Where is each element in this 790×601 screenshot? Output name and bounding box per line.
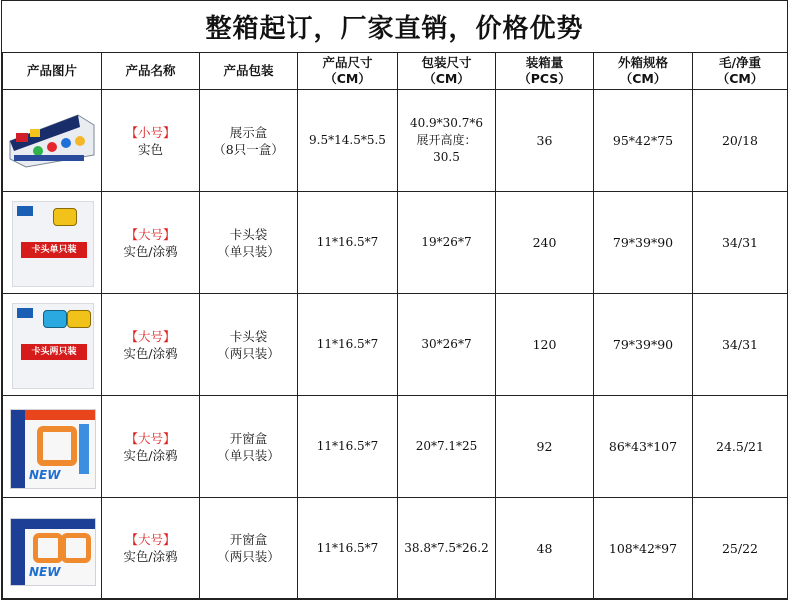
spec-sheet <box>1 0 788 600</box>
package-type: 展示盒 <box>229 124 268 140</box>
product-name-cell <box>102 294 200 396</box>
product-name: 实色 <box>137 141 163 157</box>
product-name: 实色/涂鸦 <box>123 549 178 564</box>
package-note: （8只一盒） <box>213 141 284 157</box>
carton-cell: 95*42*75 <box>594 90 693 192</box>
table-row <box>3 498 788 599</box>
pack-size-line: 40.9*30.7*6 <box>409 116 484 130</box>
product-name-cell <box>102 498 200 599</box>
package-note: （两只装） <box>217 549 280 564</box>
box-strip <box>79 424 89 474</box>
package-cell <box>200 498 298 599</box>
bag-label: 卡头两只装 <box>21 344 87 360</box>
track-icon <box>33 533 63 563</box>
header-label: 产品包装 <box>223 63 274 78</box>
header-unit: （CM） <box>423 71 470 86</box>
header-bag-image <box>6 199 98 287</box>
table-row <box>3 396 788 498</box>
package-cell <box>200 90 298 192</box>
header-label: 包装尺寸 <box>421 55 472 70</box>
qty-cell: 36 <box>496 90 594 192</box>
display-box-image <box>6 97 98 185</box>
header-row <box>3 53 788 90</box>
product-image-cell <box>3 90 102 192</box>
header-product-size <box>298 53 398 90</box>
header-label: 外箱规格 <box>617 55 668 70</box>
package-type: 开窗盒 <box>229 430 268 446</box>
window-box-image <box>6 403 98 491</box>
product-size-cell: 11*16.5*7 <box>298 294 398 396</box>
product-name: 实色/涂鸦 <box>123 345 178 361</box>
box-side <box>11 519 25 585</box>
qty-cell: 120 <box>496 294 594 396</box>
table-row <box>3 294 788 396</box>
package-note: （两只装） <box>217 345 280 361</box>
pack-size-cell: 30*26*7 <box>398 294 496 396</box>
product-size-cell: 11*16.5*7 <box>298 498 398 599</box>
product-size-cell: 11*16.5*7 <box>298 396 398 498</box>
box-band <box>25 410 95 420</box>
brand-logo <box>17 308 33 318</box>
header-label: 毛/净重 <box>718 55 762 70</box>
pack-size-cell <box>398 90 496 192</box>
product-name-cell <box>102 90 200 192</box>
header-image <box>3 53 102 90</box>
package-cell <box>200 294 298 396</box>
spec-table <box>2 52 788 599</box>
pack-size-cell: 19*26*7 <box>398 192 496 294</box>
product-image-cell <box>3 498 102 599</box>
size-tag: 【大号】 <box>125 328 176 344</box>
header-unit: （PCS） <box>518 71 571 86</box>
window-box-image <box>6 504 98 592</box>
display-box-icon <box>8 111 96 169</box>
header-unit: （CM） <box>324 71 371 86</box>
product-size-cell: 11*16.5*7 <box>298 192 398 294</box>
product-name: 实色/涂鸦 <box>123 447 178 463</box>
package-cell <box>200 396 298 498</box>
package-cell <box>200 192 298 294</box>
window-box-icon <box>10 409 96 489</box>
header-weight <box>693 53 788 90</box>
header-unit: （CM） <box>716 71 764 86</box>
product-name-cell <box>102 192 200 294</box>
table-row <box>3 90 788 192</box>
qty-cell: 48 <box>496 498 594 599</box>
toy-car-icon <box>53 208 77 226</box>
header-qty <box>496 53 594 90</box>
header-label: 产品名称 <box>125 63 176 78</box>
page-title: 整箱起订，厂家直销，价格优势 <box>2 1 787 53</box>
toy-car-icon <box>43 310 67 328</box>
box-band <box>25 519 95 529</box>
weight-cell: 20/18 <box>693 90 788 192</box>
size-tag: 【小号】 <box>125 124 176 140</box>
new-badge: NEW <box>29 565 61 579</box>
track-icon <box>37 426 77 466</box>
carton-cell: 108*42*97 <box>594 498 693 599</box>
product-name: 实色/涂鸦 <box>123 243 178 259</box>
package-note: （单只装） <box>217 243 280 259</box>
header-name <box>102 53 200 90</box>
header-carton <box>594 53 693 90</box>
size-tag: 【大号】 <box>125 430 176 446</box>
package-note: （单只装） <box>217 447 280 463</box>
size-tag: 【大号】 <box>125 532 176 547</box>
weight-cell: 24.5/21 <box>693 396 788 498</box>
header-label: 产品尺寸 <box>322 55 373 70</box>
window-box-icon <box>10 518 96 586</box>
product-size-cell: 9.5*14.5*5.5 <box>298 90 398 192</box>
header-bag-image <box>6 301 98 389</box>
box-side <box>11 410 25 488</box>
weight-cell: 25/22 <box>693 498 788 599</box>
header-pack-size <box>398 53 496 90</box>
package-type: 卡头袋 <box>229 328 268 344</box>
product-image-cell <box>3 192 102 294</box>
brand-logo <box>17 206 33 216</box>
header-package <box>200 53 298 90</box>
product-image-cell <box>3 294 102 396</box>
header-label: 产品图片 <box>26 63 77 78</box>
pack-size-cell: 20*7.1*25 <box>398 396 496 498</box>
pack-size-cell: 38.8*7.5*26.2 <box>398 498 496 599</box>
new-badge: NEW <box>29 467 61 482</box>
weight-cell: 34/31 <box>693 294 788 396</box>
bag-icon <box>12 303 94 389</box>
pack-size-line: 30.5 <box>433 150 460 164</box>
pack-size-line: 展开高度： <box>416 133 477 147</box>
header-label: 装箱量 <box>525 55 564 70</box>
qty-cell: 240 <box>496 192 594 294</box>
size-tag: 【大号】 <box>125 226 176 242</box>
carton-cell: 79*39*90 <box>594 192 693 294</box>
package-type: 卡头袋 <box>229 226 268 242</box>
weight-cell: 34/31 <box>693 192 788 294</box>
header-unit: （CM） <box>619 71 667 86</box>
product-name-cell <box>102 396 200 498</box>
package-type: 开窗盒 <box>229 532 268 547</box>
bag-icon <box>12 201 94 287</box>
carton-cell: 86*43*107 <box>594 396 693 498</box>
bag-label: 卡头单只装 <box>21 242 87 258</box>
qty-cell: 92 <box>496 396 594 498</box>
toy-car-icon <box>67 310 91 328</box>
table-row <box>3 192 788 294</box>
product-image-cell <box>3 396 102 498</box>
track-icon <box>61 533 91 563</box>
carton-cell: 79*39*90 <box>594 294 693 396</box>
